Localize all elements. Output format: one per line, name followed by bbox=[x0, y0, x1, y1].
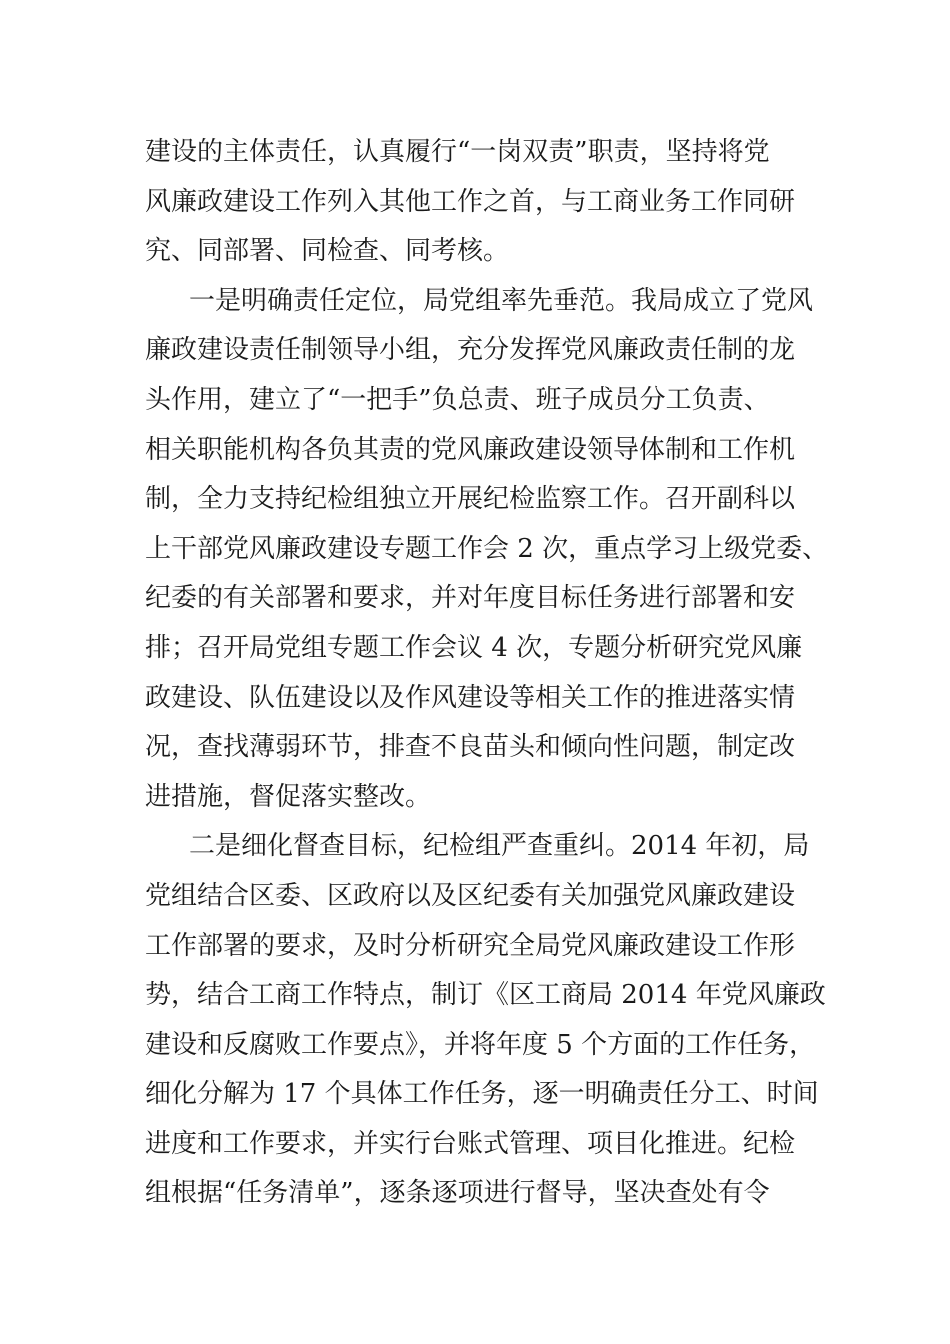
text-line: 建设的主体责任，认真履行“一岗双责”职责，坚持将党 bbox=[145, 137, 770, 167]
text-line: 进度和工作要求，并实行台账式管理、项目化推进。纪检 bbox=[145, 1128, 796, 1159]
text-line: 纪委的有关部署和要求，并对年度目标任务进行部署和安 bbox=[145, 583, 796, 614]
text-line: 究、同部署、同检查、同考核。 bbox=[145, 236, 510, 267]
text-line: 势，结合工商工作特点，制订《区工商局 2014 年党风廉政 bbox=[145, 980, 826, 1011]
paragraph-start-line: 一是明确责任定位，局党组率先垂范。我局成立了党风 bbox=[189, 285, 814, 316]
text-line: 廉政建设责任制领导小组，充分发挥党风廉政责任制的龙 bbox=[145, 335, 796, 366]
text-line: 建设和反腐败工作要点》，并将年度 5 个方面的工作任务， bbox=[145, 1029, 816, 1060]
document-body bbox=[145, 128, 845, 1219]
paragraph-start-line: 二是细化督查目标，纪检组严查重纠。2014 年初，局 bbox=[189, 831, 810, 862]
text-line: 政建设、队伍建设以及作风建设等相关工作的推进落实情 bbox=[145, 682, 796, 713]
text-line: 制，全力支持纪检组独立开展纪检监察工作。召开副科以 bbox=[145, 484, 796, 515]
text-line: 相关职能机构各负其责的党风廉政建设领导体制和工作机 bbox=[145, 434, 796, 465]
text-line: 细化分解为 17 个具体工作任务，逐一明确责任分工、时间 bbox=[145, 1079, 819, 1110]
text-line: 上干部党风廉政建设专题工作会 2 次，重点学习上级党委、 bbox=[145, 533, 829, 564]
text-line: 风廉政建设工作列入其他工作之首，与工商业务工作同研 bbox=[145, 186, 796, 217]
text-line: 排；召开局党组专题工作会议 4 次，专题分析研究党风廉 bbox=[145, 632, 803, 663]
text-line: 头作用，建立了“一把手”负总责、班子成员分工负责、 bbox=[145, 384, 770, 415]
text-line: 况，查找薄弱环节，排查不良苗头和倾向性问题，制定改 bbox=[145, 732, 796, 763]
text-line: 组根据“任务清单”，逐条逐项进行督导，坚决查处有令 bbox=[145, 1178, 770, 1209]
text-line: 党组结合区委、区政府以及区纪委有关加强党风廉政建设 bbox=[145, 880, 796, 911]
text-line: 进措施，督促落实整改。 bbox=[145, 781, 432, 812]
text-line: 工作部署的要求，及时分析研究全局党风廉政建设工作形 bbox=[145, 930, 796, 961]
